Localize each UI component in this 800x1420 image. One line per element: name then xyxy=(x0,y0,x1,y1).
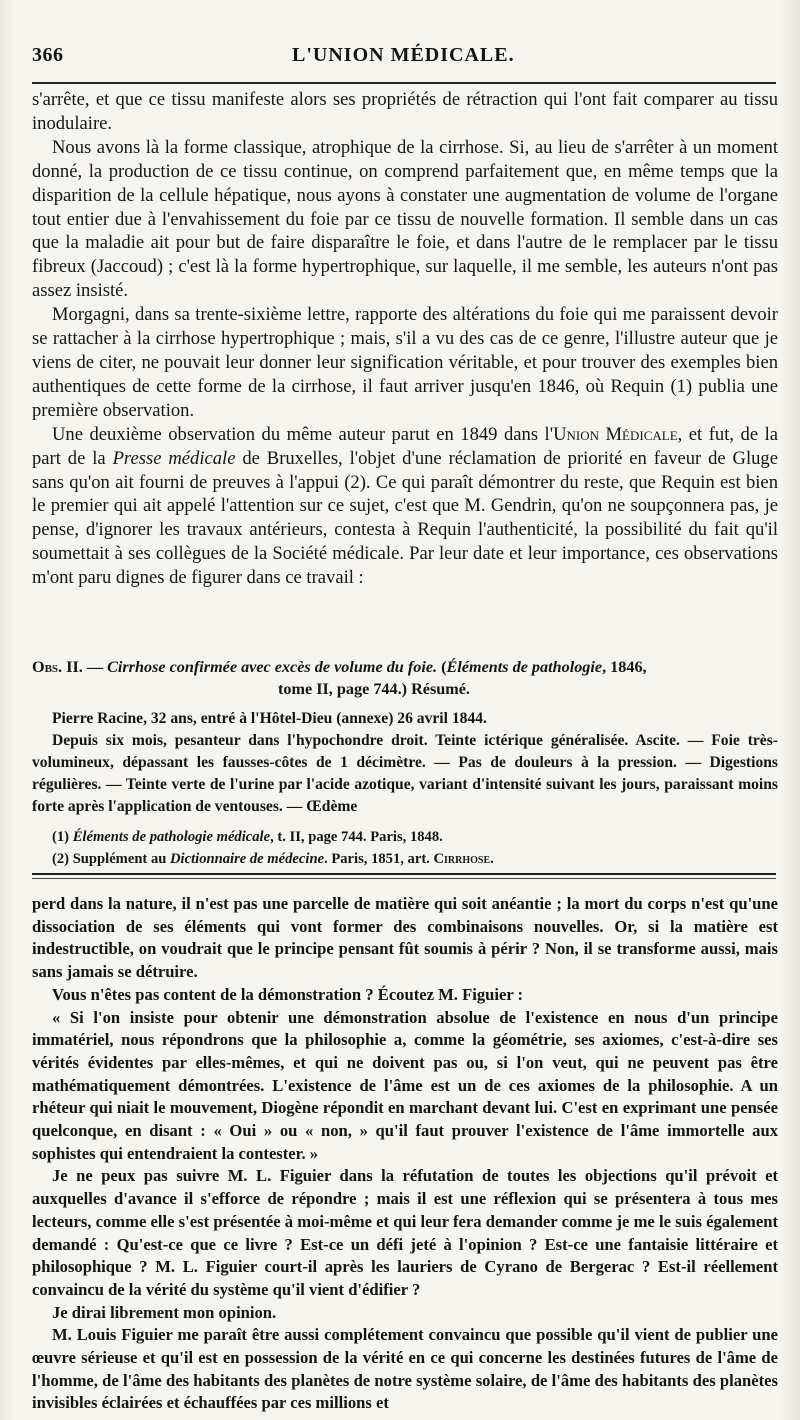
text-run: . xyxy=(490,851,494,867)
article-paragraph: s'arrête, et que ce tissu manifeste alors ses propriétés de rétraction qui l'ont fait comparer au tissu inodulaire. xyxy=(32,89,778,134)
journal-title: L'UNION MÉDICALE. xyxy=(292,44,515,66)
observation-heading-line2: tome II, page 744.) Résumé. xyxy=(278,680,470,698)
observation-heading-line1 xyxy=(32,656,778,678)
observation-paragraph: Pierre Racine, 32 ans, entré à l'Hôtel-Dieu (annexe) 26 avril 1844. xyxy=(52,710,487,727)
feuilleton-paragraph: M. Louis Figuier me paraît être aussi complétement convaincu que possible qu'il vient de publier une œuvre sérieuse et qu'il est en possession de la vérité en ce qui concerne les destinées futures de l'âme de l'homme, de l'âme des habitants des planètes de notre système solaire, de l'âme des habitants des planètes invisibles éclairées et échauffées par ces millions et xyxy=(32,1325,778,1413)
article-paragraph: Nous avons là la forme classique, atrophique de la cirrhose. Si, au lieu de s'arrêter à un moment donné, la production de ce tissu continue, on comprend parfaitement que, en même temps que la disparition de la cellule hépatique, nous ayons à constater une augmentation de volume de l'organe tout entier due à l'envahissement du foie par ce tissu de nouvelle formation. Il semble dans un cas que la maladie ait pour but de faire disparaître le foie, et dans l'autre de le remplacer par le tissu fibreux (Jaccoud) ; c'est là la forme hypertrophique, sur laquelle, il me semble, les auteurs n'ont pas assez insisté. xyxy=(32,136,778,302)
feuilleton-body xyxy=(32,893,778,1415)
footnote-1 xyxy=(52,826,740,848)
feuilleton-paragraph: Je dirai librement mon opinion. xyxy=(52,1302,277,1322)
text-run: Une deuxième observation du même auteur parut en 1849 dans l' xyxy=(52,423,554,445)
footnote-number: (2) xyxy=(52,851,70,867)
feuilleton-rule xyxy=(32,873,776,875)
feuilleton-paragraph: perd dans la nature, il n'est pas une parcelle de matière qui soit anéantie ; la mort du corps n'est qu'une dissociation de ses éléments qui vont former des combinaisons nouvelles. Or, si la matière est indestructible, on voudrait que le principe pensant fût soumis à périr ? Non, il se transforme aussi, mais sans jamais se détruire. xyxy=(32,894,778,982)
feuilleton-paragraph: Vous n'êtes pas content de la démonstration ? Écoutez M. Figuier : xyxy=(52,984,524,1004)
presse-medicale-italic: Presse médicale xyxy=(112,447,236,469)
footnotes xyxy=(52,826,740,870)
text-run: de Bruxelles, l'objet d'une réclamation de priorité en faveur de Gluge sans qu'on ait fourni de preuves à l'appui (2). Ce qui paraît démontrer du reste, que Requin est bien le premier qui ait appelé l'attention sur ce sujet, c'est que M. Gendrin, qu'on ne soupçonnera pas, je pense, d'ignorer les travaux antérieurs, contesta à Requin l'authenticité, la possibilité du fait qu'il soumettait à ses collègues de la Société médicale. Par leur date et leur importance, ces observations m'ont paru dignes de figurer dans ce travail : xyxy=(32,447,778,589)
footnote-title: Dictionnaire de médecine xyxy=(170,851,325,867)
observation-title: Cirrhose confirmée avec excès de volume du foie. xyxy=(107,658,438,676)
text-run: . Paris, 1851, art. xyxy=(324,851,434,867)
observation-heading xyxy=(32,656,778,700)
article-paragraph: Morgagni, dans sa trente-sixième lettre, rapporte des altérations du foie qui me paraissent devoir se rattacher à la cirrhose hypertrophique ; mais, s'il a vu des cas de ce genre, l'illustre auteur que je viens de citer, ne pouvait leur donner leur signification véritable, et pour trouver des exemples bien authentiques de cette forme de la cirrhose, il faut arriver jusqu'en 1846, où Requin (1) publia une première observation. xyxy=(32,304,778,421)
running-header xyxy=(32,44,740,74)
observation-body xyxy=(32,708,778,818)
feuilleton-rule-thin xyxy=(32,878,776,879)
text-run: , et fut, de la part de la xyxy=(32,423,778,469)
page-number: 366 xyxy=(32,44,64,66)
footnote-article-name: Cirrhose xyxy=(433,851,491,867)
footnote-number: (1) xyxy=(52,829,70,845)
text-run: Supplément au xyxy=(72,851,171,867)
article-body xyxy=(32,88,778,590)
observation-source: Éléments de pathologie xyxy=(446,658,603,676)
text-run: , t. II, page 744. Paris, 1848. xyxy=(270,829,443,845)
article-paragraph xyxy=(32,423,778,590)
observation-label: Obs. II. — xyxy=(32,658,104,676)
feuilleton-quote: « Si l'on insiste pour obtenir une démonstration absolue de l'existence en nous d'un principe immatériel, nous répondrons que la philosophie a, comme la géométrie, ses axiomes, c'est-à-dire ses vérités évidentes par elles-mêmes, et qui ne doivent pas ou, si l'on veut, qui ne peuvent pas être mathématiquement démontrées. L'existence de l'âme est un de ces axiomes de la philosophie. A un rhéteur qui niait le mouvement, Diogène répondit en marchant devant lui. C'est en exprimant une pensée quelconque, en disant : « Oui » ou « non, » qu'il faut prouver l'existence de l'âme immortelle aux sophistes qui entendraient la contester. » xyxy=(32,1007,778,1163)
observation-paragraph: Depuis six mois, pesanteur dans l'hypochondre droit. Teinte ictérique généralisée. Ascite. — Foie très-volumineux, dépassant les fausses-côtes de 1 décimètre. — Pas de douleurs à la pression. — Digestions régulières. — Teinte verte de l'urine par l'acide azotique, variant d'intensité suivant les jours, paraissant moins forte après l'application de ventouses. — Œdème xyxy=(32,732,778,815)
journal-name-small-caps: Union Médicale xyxy=(553,423,678,445)
footnote-title: Éléments de pathologie médicale xyxy=(72,829,271,845)
text-run: ( xyxy=(441,658,447,676)
feuilleton-paragraph: Je ne peux pas suivre M. L. Figuier dans la réfutation de toutes les objections qu'il prévoit et auxquelles d'avance il s'efforce de répondre ; mais il est une réflexion qui se présentera à tous mes lecteurs, comme elle s'est présentée à moi-même et qui leur fera demander comme je me le suis également demandé : Qu'est-ce que ce livre ? Est-ce un défi jeté à l'opinion ? Est-ce une fantaisie littéraire et philosophique ? M. L. Figuier court-il après les lauriers de Cyrano de Bergerac ? Est-il réellement convaincu de la vérité du système qu'il vient d'édifier ? xyxy=(32,1166,778,1299)
header-rule xyxy=(32,82,776,84)
footnote-2 xyxy=(52,848,740,870)
text-run: , 1846, xyxy=(602,658,647,676)
